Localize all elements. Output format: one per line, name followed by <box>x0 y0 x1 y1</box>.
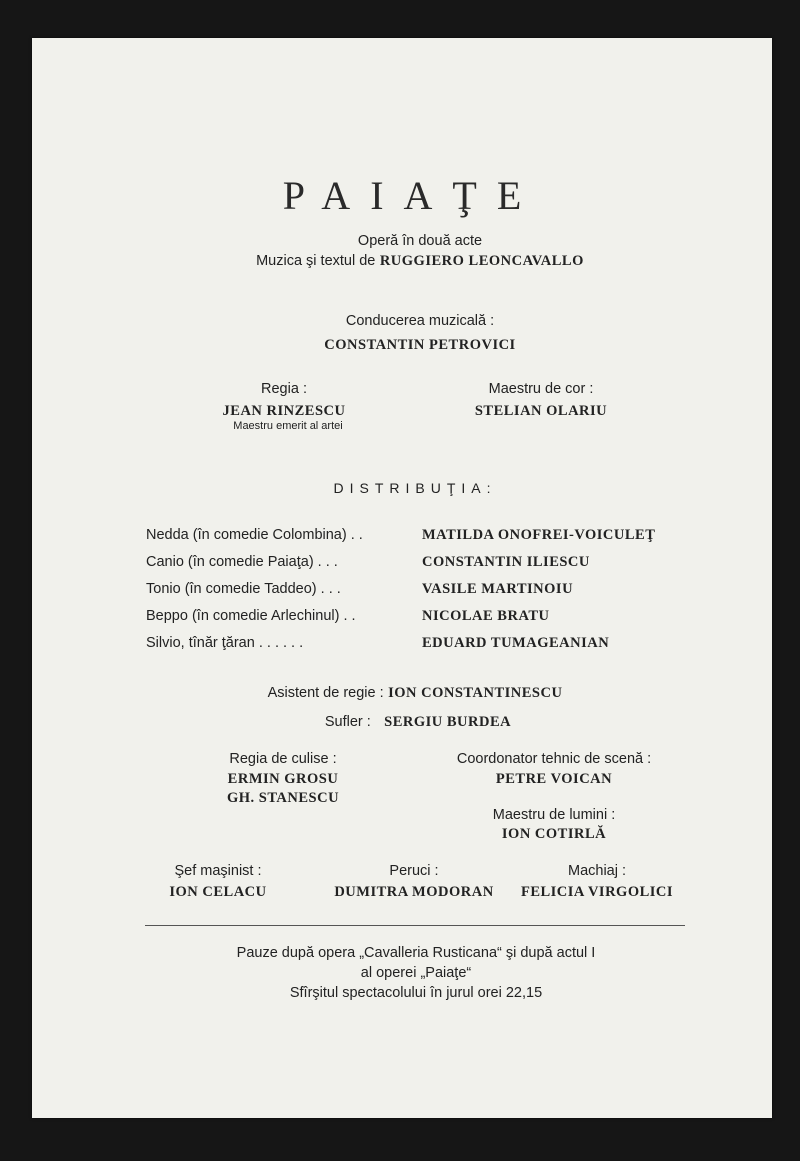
chorus-name: STELIAN OLARIU <box>474 403 608 419</box>
cast-singer: NICOLAE BRATU <box>422 608 550 624</box>
cast-role: Beppo (în comedie Arlechinul) . . <box>146 608 356 624</box>
music-credit <box>256 252 584 270</box>
machinist-label: Şef maşinist : <box>174 863 262 879</box>
music-prefix: Muzica şi textul de <box>256 253 376 269</box>
lighting-label: Maestru de lumini : <box>492 807 616 823</box>
page-title: PAIAŢE <box>282 173 542 218</box>
tech-name: PETRE VOICAN <box>495 771 613 787</box>
footer-end-time: Sfîrşitul spectacolului în jurul orei 22,15 <box>289 985 543 1001</box>
assistant-label: Asistent de regie : <box>267 685 384 701</box>
cast-role: Tonio (în comedie Taddeo) . . . <box>146 581 341 597</box>
director-name: JEAN RINZESCU <box>222 403 346 419</box>
wigs-label: Peruci : <box>389 863 439 879</box>
footer-intermissions: Pauze după opera „Cavalleria Rusticana“ şi după actul I <box>236 945 596 961</box>
director-label: Regia : <box>261 381 307 397</box>
prompter-name: SERGIU BURDEA <box>384 714 512 730</box>
stage-direction-label: Regia de culise : <box>229 751 337 767</box>
cast-singer: MATILDA ONOFREI-VOICULEŢ <box>422 527 656 543</box>
assistant-credit <box>268 684 563 702</box>
makeup-name: FELICIA VIRGOLICI <box>520 884 674 900</box>
director-note: Maestru emerit al artei <box>233 420 343 432</box>
prompter-credit <box>325 713 511 731</box>
stage-direction-name: GH. STANESCU <box>226 790 340 806</box>
machinist-name: ION CELACU <box>169 884 267 900</box>
composer-name: RUGGIERO LEONCAVALLO <box>379 253 584 269</box>
stage-direction-name: ERMIN GROSU <box>227 771 339 787</box>
cast-role: Nedda (în comedie Colombina) . . <box>146 527 363 543</box>
cast-heading: DISTRIBUŢIA: <box>333 480 497 496</box>
opera-subtitle: Operă în două acte <box>357 233 483 249</box>
cast-singer: EDUARD TUMAGEANIAN <box>422 635 610 651</box>
conductor-name: CONSTANTIN PETROVICI <box>324 337 516 353</box>
cast-role: Canio (în comedie Paiaţa) . . . <box>146 554 338 570</box>
cast-singer: CONSTANTIN ILIESCU <box>422 554 590 570</box>
assistant-name: ION CONSTANTINESCU <box>388 685 563 701</box>
prompter-label: Sufler : <box>324 714 371 730</box>
divider-line <box>145 925 685 926</box>
wigs-name: DUMITRA MODORAN <box>334 884 494 900</box>
chorus-label: Maestru de cor : <box>488 381 594 397</box>
tech-label: Coordonator tehnic de scenă : <box>456 751 652 767</box>
conductor-label: Conducerea muzicală : <box>345 313 495 329</box>
lighting-name: ION COTIRLĂ <box>501 826 607 842</box>
makeup-label: Machiaj : <box>567 863 627 879</box>
cast-singer: VASILE MARTINOIU <box>422 581 574 597</box>
cast-role: Silvio, tînăr ţăran . . . . . . <box>146 635 304 651</box>
footer-intermissions-cont: al operei „Paiaţe“ <box>360 965 472 981</box>
program-sheet <box>32 38 772 1118</box>
